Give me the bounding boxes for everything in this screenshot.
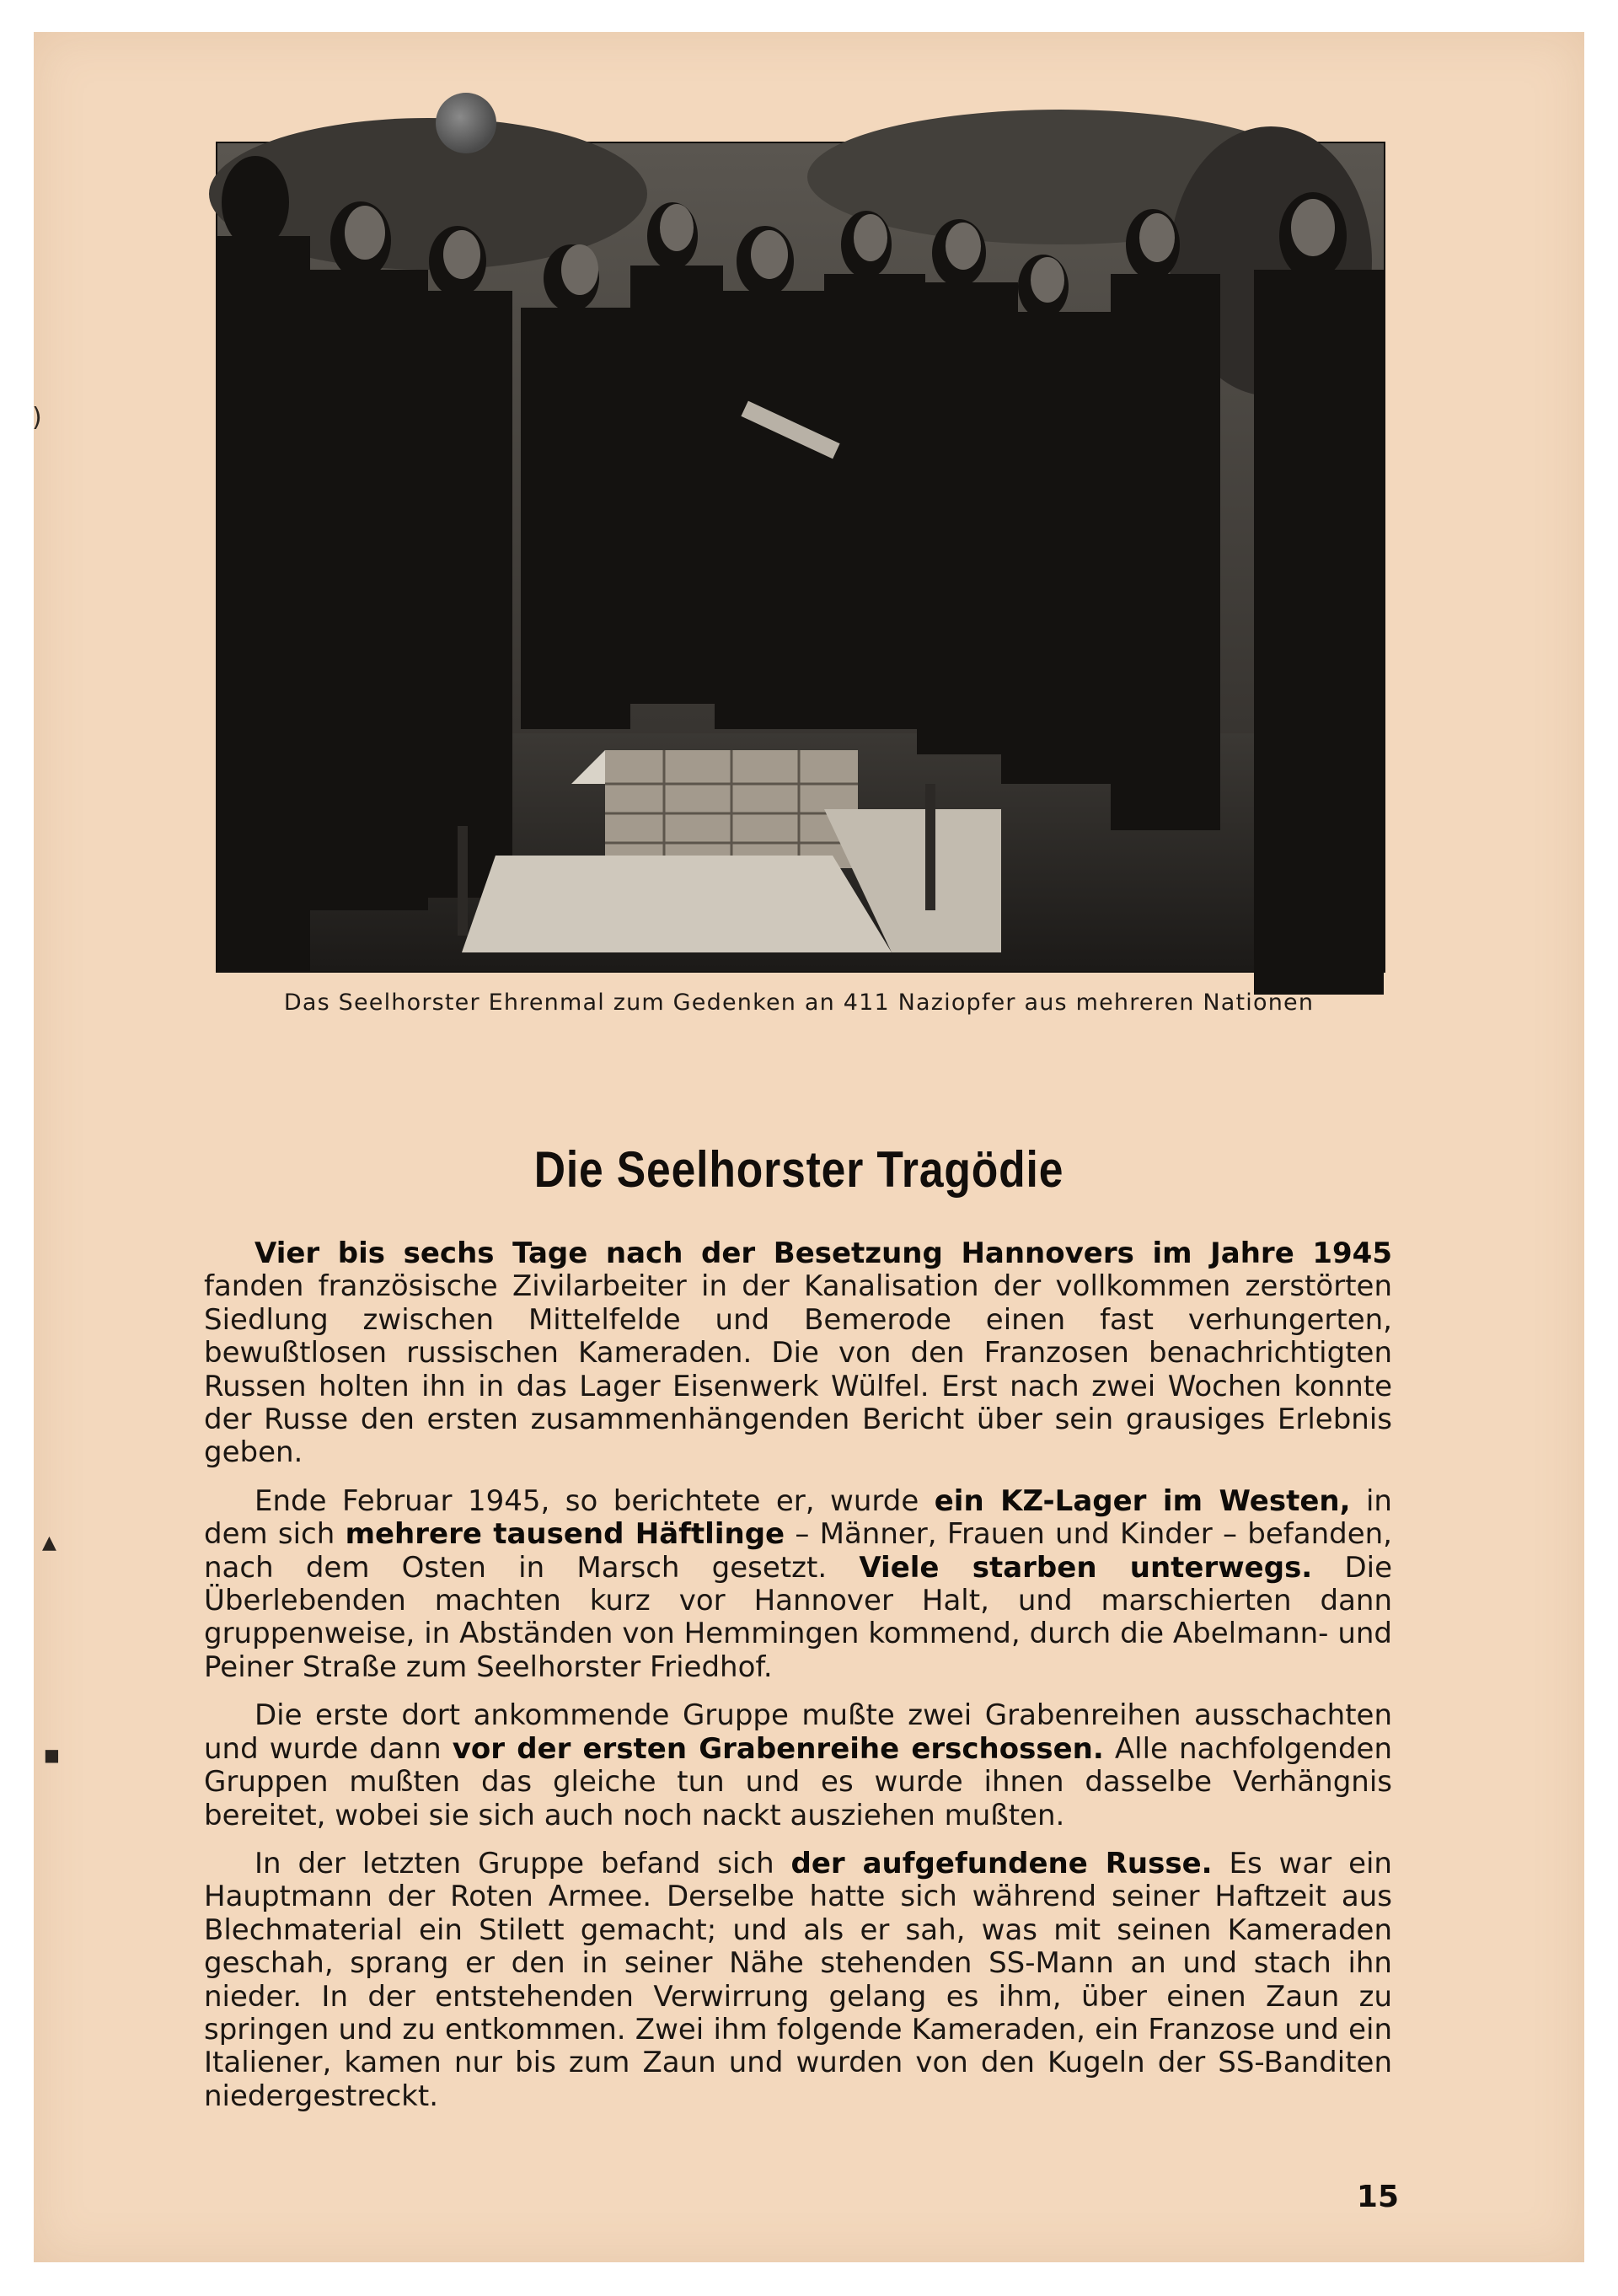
- paragraph-text: fanden französische Zivilarbeiter in der Kanalisation der vollkommen zerstörten Siedlung zwischen Mittelfelde und Bemerode einen fast verhungerten, bewußtlosen russischen Kameraden. Die von den Franzosen benachrichtigten Russen holten ihn in das Lager Eisenwerk Wülfel. Erst nach zwei Wochen konnte der Russe den ersten zusammenhängenden Bericht über sein grausiges Erlebnis geben.: [204, 1269, 1392, 1470]
- paragraph-text: – Männer, Frauen und Kinder – befanden, nach dem Osten in Marsch gesetzt.: [204, 1517, 1392, 1585]
- paragraph-text: Es war ein Hauptmann der Roten Armee. Derselbe hatte sich während seiner Haftzeit aus Blechmaterial ein Stilett gemacht; und als er sah, was mit seinen Kameraden geschah, sprang er den in seiner Nähe stehenden SS-Mann an und stach ihn nieder. In der entstehenden Verwirrung gelang es ihm, über einen Zaun zu springen und zu entkommen. Zwei ihm folgende Kameraden, ein Franzose und ein Italiener, kamen nur bis zum Zaun und wurden von den Kugeln der SS-Banditen niedergestreckt.: [204, 1846, 1392, 2113]
- paragraph-4: [204, 1848, 1392, 2113]
- paragraph-text: in dem sich: [204, 1483, 1392, 1552]
- margin-mark: ): [32, 403, 42, 432]
- paragraph-text: Die Überlebenden machten kurz vor Hannover Halt, und marschierten dann gruppenweise, in Abständen von Hemmingen kommend, durch die Abelmann- und Peiner Straße zum Seelhorster Friedhof.: [204, 1550, 1392, 1684]
- paragraph-3: [204, 1699, 1392, 1832]
- paragraph-2: [204, 1485, 1392, 1684]
- paragraph-text: Ende Februar 1945, so berichtete er, wurde: [254, 1483, 935, 1518]
- bold-text: der aufgefundene Russe.: [790, 1846, 1213, 1880]
- bold-text: Vier bis sechs Tage nach der Besetzung Hannovers im Jahre 1945: [254, 1237, 1392, 1270]
- bold-text: Viele starben unterwegs.: [859, 1550, 1313, 1585]
- paragraph-text: Die erste dort ankommende Gruppe mußte zwei Grabenreihen ausschachten und wurde dann: [204, 1698, 1392, 1766]
- article-body: [204, 1237, 1392, 2128]
- paragraph-1: [204, 1237, 1392, 1470]
- paragraph-text: Alle nachfolgenden Gruppen mußten das gleiche tun und es wurde ihnen dasselbe Verhängnis bereitet, wobei sie sich auch noch nackt ausziehen mußten.: [204, 1731, 1392, 1832]
- book-page: [34, 32, 1584, 2262]
- article-headline: Die Seelhorster Tragödie: [533, 1141, 1064, 1198]
- margin-mark: ■: [44, 1745, 60, 1765]
- bold-text: ein KZ-Lager im Westen,: [934, 1483, 1351, 1518]
- memorial-photo: [216, 142, 1385, 973]
- paragraph-text: In der letzten Gruppe befand sich: [254, 1846, 791, 1880]
- bold-text: mehrere tausend Häftlinge: [345, 1517, 785, 1552]
- margin-mark: ▲: [42, 1532, 56, 1553]
- punch-hole: [436, 93, 496, 153]
- photo-caption: Das Seelhorster Ehrenmal zum Gedenken an 411 Naziopfer aus mehreren Nationen: [283, 990, 1315, 1016]
- memorial-photo-image: [217, 143, 1384, 971]
- bold-text: vor der ersten Grabenreihe erschossen.: [452, 1731, 1104, 1766]
- page-number: 15: [1356, 2180, 1399, 2214]
